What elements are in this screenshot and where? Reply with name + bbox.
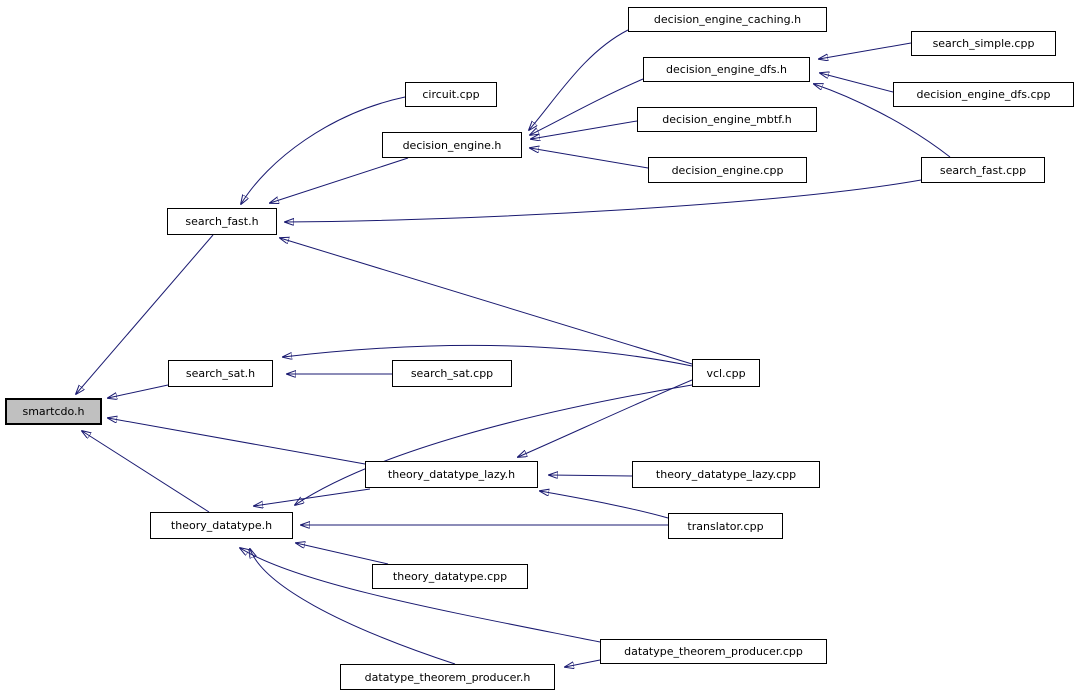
- edge-theory-datatype-lazy-h-to-theory-datatype-h: [254, 489, 370, 506]
- edge-search-sat-h-to-smartcdo-h: [108, 385, 168, 398]
- edge-decision-engine-dfs-h-to-decision-engine-h: [530, 79, 643, 135]
- node-theory-datatype-h[interactable]: theory_datatype.h: [150, 512, 293, 539]
- edge-translator-cpp-to-theory-datatype-lazy-h: [540, 491, 668, 518]
- edge-theory-datatype-lazy-cpp-to-theory-datatype-lazy-h: [549, 475, 632, 476]
- node-decision-engine-h[interactable]: decision_engine.h: [382, 132, 522, 158]
- node-smartcdo-h[interactable]: smartcdo.h: [5, 398, 102, 425]
- node-decision-engine-dfs-h[interactable]: decision_engine_dfs.h: [643, 57, 810, 82]
- edge-theory-datatype-lazy-h-to-smartcdo-h: [108, 418, 365, 464]
- edge-search-fast-cpp-to-search-fast-h: [285, 180, 921, 222]
- node-datatype-theorem-producer-h[interactable]: datatype_theorem_producer.h: [340, 664, 555, 690]
- node-decision-engine-dfs-cpp[interactable]: decision_engine_dfs.cpp: [893, 82, 1074, 107]
- edge-theory-datatype-h-to-smartcdo-h: [82, 431, 209, 512]
- node-decision-engine-caching-h[interactable]: decision_engine_caching.h: [628, 7, 827, 32]
- edge-theory-datatype-cpp-to-theory-datatype-h: [296, 543, 388, 564]
- node-search-sat-cpp[interactable]: search_sat.cpp: [392, 360, 512, 387]
- node-theory-datatype-lazy-cpp[interactable]: theory_datatype_lazy.cpp: [632, 461, 820, 488]
- edge-datatype-theorem-producer-cpp-to-datatype-theorem-producer-h: [565, 660, 600, 667]
- edge-decision-engine-cpp-to-decision-engine-h: [530, 148, 648, 168]
- edge-circuit-cpp-to-search-fast-h: [241, 97, 405, 204]
- edge-decision-engine-dfs-cpp-to-decision-engine-dfs-h: [820, 73, 893, 92]
- edge-vcl-cpp-to-theory-datatype-lazy-h: [518, 380, 692, 457]
- node-translator-cpp[interactable]: translator.cpp: [668, 513, 783, 539]
- node-theory-datatype-cpp[interactable]: theory_datatype.cpp: [372, 564, 528, 589]
- node-search-fast-cpp[interactable]: search_fast.cpp: [921, 157, 1045, 183]
- node-vcl-cpp[interactable]: vcl.cpp: [692, 359, 760, 387]
- node-search-sat-h[interactable]: search_sat.h: [168, 360, 273, 387]
- edge-search-simple-cpp-to-decision-engine-dfs-h: [819, 43, 911, 59]
- node-datatype-theorem-producer-cpp[interactable]: datatype_theorem_producer.cpp: [600, 639, 827, 664]
- node-decision-engine-cpp[interactable]: decision_engine.cpp: [648, 157, 807, 183]
- node-circuit-cpp[interactable]: circuit.cpp: [405, 82, 497, 107]
- edge-decision-engine-caching-h-to-decision-engine-h: [529, 30, 628, 130]
- edge-datatype-theorem-producer-cpp-to-theory-datatype-h: [240, 548, 600, 642]
- edge-decision-engine-h-to-search-fast-h: [270, 158, 408, 203]
- edge-decision-engine-mbtf-h-to-decision-engine-h: [531, 121, 637, 139]
- node-theory-datatype-lazy-h[interactable]: theory_datatype_lazy.h: [365, 461, 538, 488]
- node-decision-engine-mbtf-h[interactable]: decision_engine_mbtf.h: [637, 107, 817, 132]
- node-search-fast-h[interactable]: search_fast.h: [167, 208, 277, 235]
- node-search-simple-cpp[interactable]: search_simple.cpp: [911, 31, 1056, 56]
